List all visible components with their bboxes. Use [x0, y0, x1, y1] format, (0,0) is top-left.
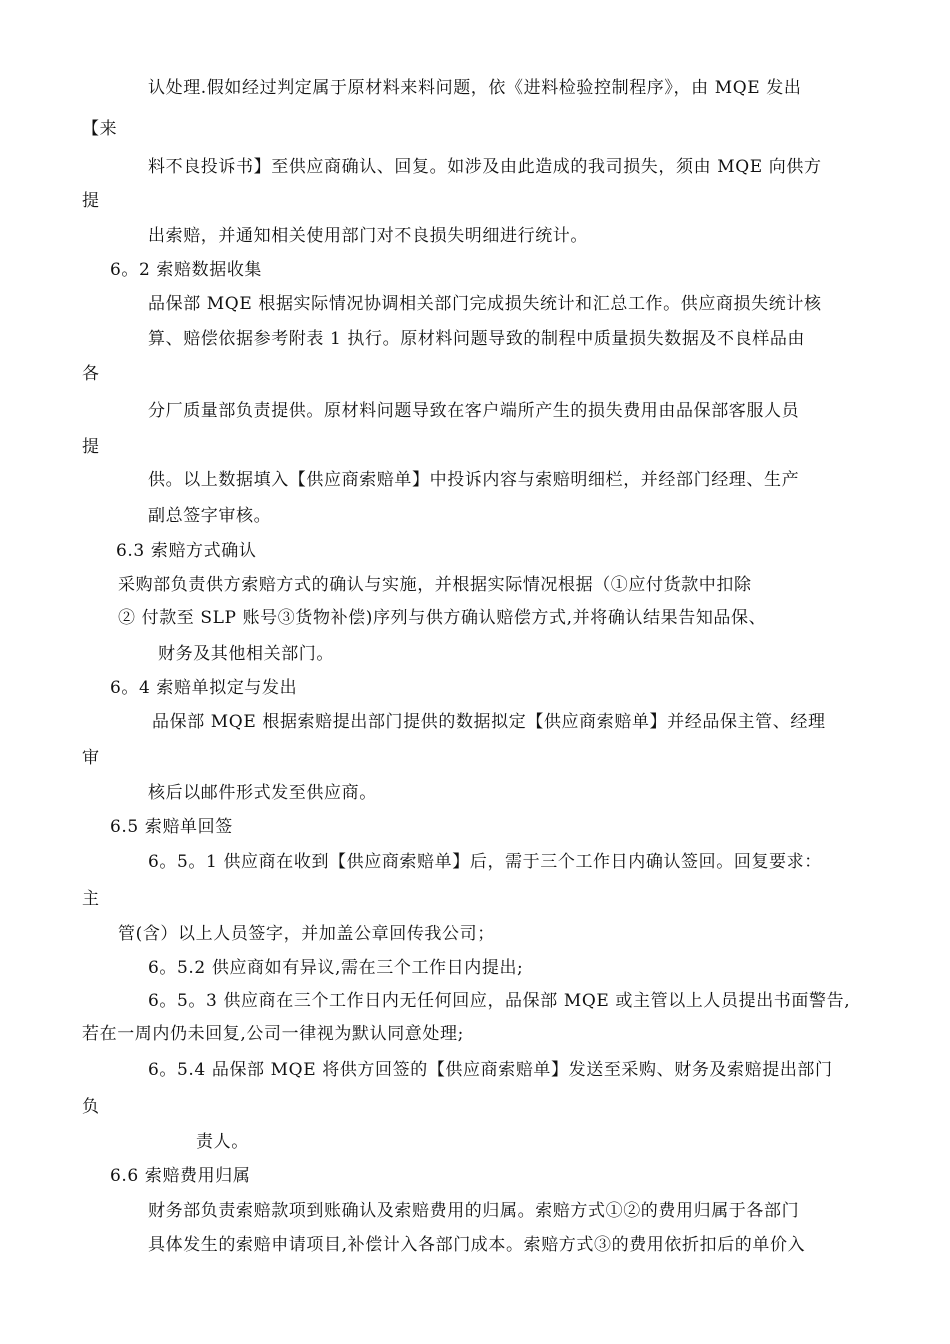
text-line: 【来	[82, 119, 118, 139]
text-line: 责人。	[196, 1132, 249, 1152]
text-line: 分厂质量部负责提供。原材料问题导致在客户端所产生的损失费用由品保部客服人员	[148, 401, 800, 421]
text-line: 各	[82, 364, 100, 384]
section-heading: 6.6 索赔费用归属	[110, 1166, 251, 1186]
text-line: 6。5。1 供应商在收到【供应商索赔单】后，需于三个工作日内确认签回。回复要求：	[148, 852, 822, 872]
text-line: 供。以上数据填入【供应商索赔单】中投诉内容与索赔明细栏，并经部门经理、生产	[148, 470, 800, 490]
text-line: 6。5.2 供应商如有异议,需在三个工作日内提出;	[148, 958, 524, 978]
text-line: 6。5。3 供应商在三个工作日内无任何回应，品保部 MQE 或主管以上人员提出书面警告,	[148, 991, 851, 1011]
text-line: 提	[82, 437, 100, 457]
text-line: 具体发生的索赔申请项目,补偿计入各部门成本。索赔方式③的费用依折扣后的单价入	[148, 1235, 806, 1255]
text-line: 管(含）以上人员签字，并加盖公章回传我公司；	[118, 924, 495, 944]
text-line: 出索赔，并通知相关使用部门对不良损失明细进行统计。	[148, 226, 588, 246]
text-line: 负	[82, 1097, 100, 1117]
text-line: 6。5.4 品保部 MQE 将供方回签的【供应商索赔单】发送至采购、财务及索赔提出部门	[148, 1060, 833, 1080]
section-heading: 6.3 索赔方式确认	[116, 541, 257, 561]
text-line: 提	[82, 191, 100, 211]
text-line: 审	[82, 748, 100, 768]
text-line: 主	[82, 889, 100, 909]
text-line: 若在一周内仍未回复,公司一律视为默认同意处理;	[82, 1024, 464, 1044]
section-heading: 6.5 索赔单回签	[110, 817, 233, 837]
text-line: ② 付款至 SLP 账号③货物补偿)序列与供方确认赔偿方式,并将确认结果告知品保、	[118, 608, 767, 628]
text-line: 核后以邮件形式发至供应商。	[148, 783, 377, 803]
text-line: 财务及其他相关部门。	[158, 644, 334, 664]
text-line: 采购部负责供方索赔方式的确认与实施，并根据实际情况根据（①应付货款中扣除	[118, 575, 752, 595]
text-line: 副总签字审核。	[148, 506, 272, 526]
section-heading: 6。2 索赔数据收集	[110, 260, 263, 280]
text-line: 财务部负责索赔款项到账确认及索赔费用的归属。索赔方式①②的费用归属于各部门	[148, 1201, 800, 1221]
section-heading: 6。4 索赔单拟定与发出	[110, 678, 298, 698]
text-line: 品保部 MQE 根据实际情况协调相关部门完成损失统计和汇总工作。供应商损失统计核	[148, 294, 822, 314]
text-line: 算、赔偿依据参考附表 1 执行。原材料问题导致的制程中质量损失数据及不良样品由	[148, 329, 806, 349]
text-line: 认处理.假如经过判定属于原材料来料问题，依《进料检验控制程序》，由 MQE 发出	[148, 78, 802, 98]
text-line: 料不良投诉书】至供应商确认、回复。如涉及由此造成的我司损失，须由 MQE 向供方	[148, 157, 822, 177]
text-line: 品保部 MQE 根据索赔提出部门提供的数据拟定【供应商索赔单】并经品保主管、经理	[152, 712, 826, 732]
